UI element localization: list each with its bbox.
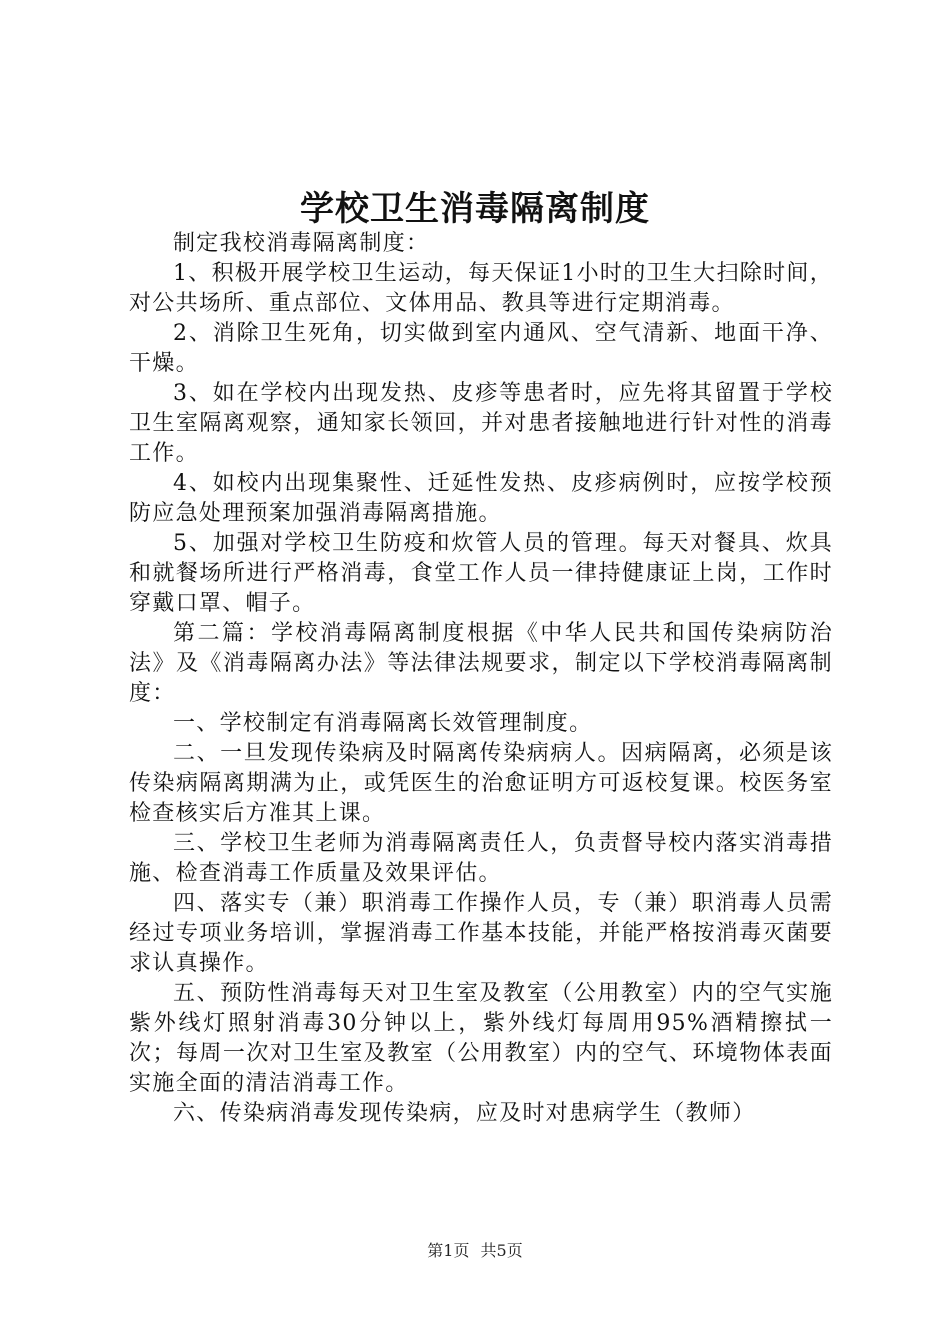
paragraph: 5、加强对学校卫生防疫和炊管人员的管理。每天对餐具、炊具和就餐场所进行严格消毒，食堂工作人员一律持健康证上岗，工作时穿戴口罩、帽子。	[129, 531, 833, 616]
page-number: 第1页	[427, 1241, 470, 1260]
paragraph: 四、落实专（兼）职消毒工作操作人员，专（兼）职消毒人员需经过专项业务培训，掌握消毒工作基本技能，并能严格按消毒灭菌要求认真操作。	[129, 891, 833, 976]
document-title: 学校卫生消毒隔离制度	[300, 189, 650, 229]
paragraph: 六、传染病消毒发现传染病，应及时对患病学生（教师）	[173, 1101, 756, 1126]
paragraph: 第二篇：学校消毒隔离制度根据《中华人民共和国传染病防治法》及《消毒隔离办法》等法律法规要求，制定以下学校消毒隔离制度：	[129, 621, 833, 706]
paragraph: 2、消除卫生死角，切实做到室内通风、空气清新、地面干净、干燥。	[129, 321, 833, 376]
paragraph: 五、预防性消毒每天对卫生室及教室（公用教室）内的空气实施紫外线灯照射消毒30分钟以上，紫外线灯每周用95%酒精擦拭一次；每周一次对卫生室及教室（公用教室）内的空气、环境物体表面实施全面的清洁消毒工作。	[129, 981, 833, 1096]
page-footer	[0, 1241, 950, 1261]
paragraph: 1、积极开展学校卫生运动，每天保证1小时的卫生大扫除时间，对公共场所、重点部位、文体用品、教具等进行定期消毒。	[129, 261, 833, 316]
paragraph: 4、如校内出现集聚性、迁延性发热、皮疹病例时，应按学校预防应急处理预案加强消毒隔离措施。	[129, 471, 833, 526]
paragraph: 一、学校制定有消毒隔离长效管理制度。	[173, 711, 593, 736]
paragraph: 三、学校卫生老师为消毒隔离责任人，负责督导校内落实消毒措施、检查消毒工作质量及效果评估。	[129, 831, 833, 886]
page-total: 共5页	[480, 1241, 523, 1260]
paragraph: 二、一旦发现传染病及时隔离传染病病人。因病隔离，必须是该传染病隔离期满为止，或凭医生的治愈证明方可返校复课。校医务室检查核实后方准其上课。	[129, 741, 833, 826]
paragraph: 3、如在学校内出现发热、皮疹等患者时，应先将其留置于学校卫生室隔离观察，通知家长领回，并对患者接触地进行针对性的消毒工作。	[129, 381, 833, 466]
document-body	[129, 229, 833, 1129]
paragraph: 制定我校消毒隔离制度：	[173, 231, 430, 256]
